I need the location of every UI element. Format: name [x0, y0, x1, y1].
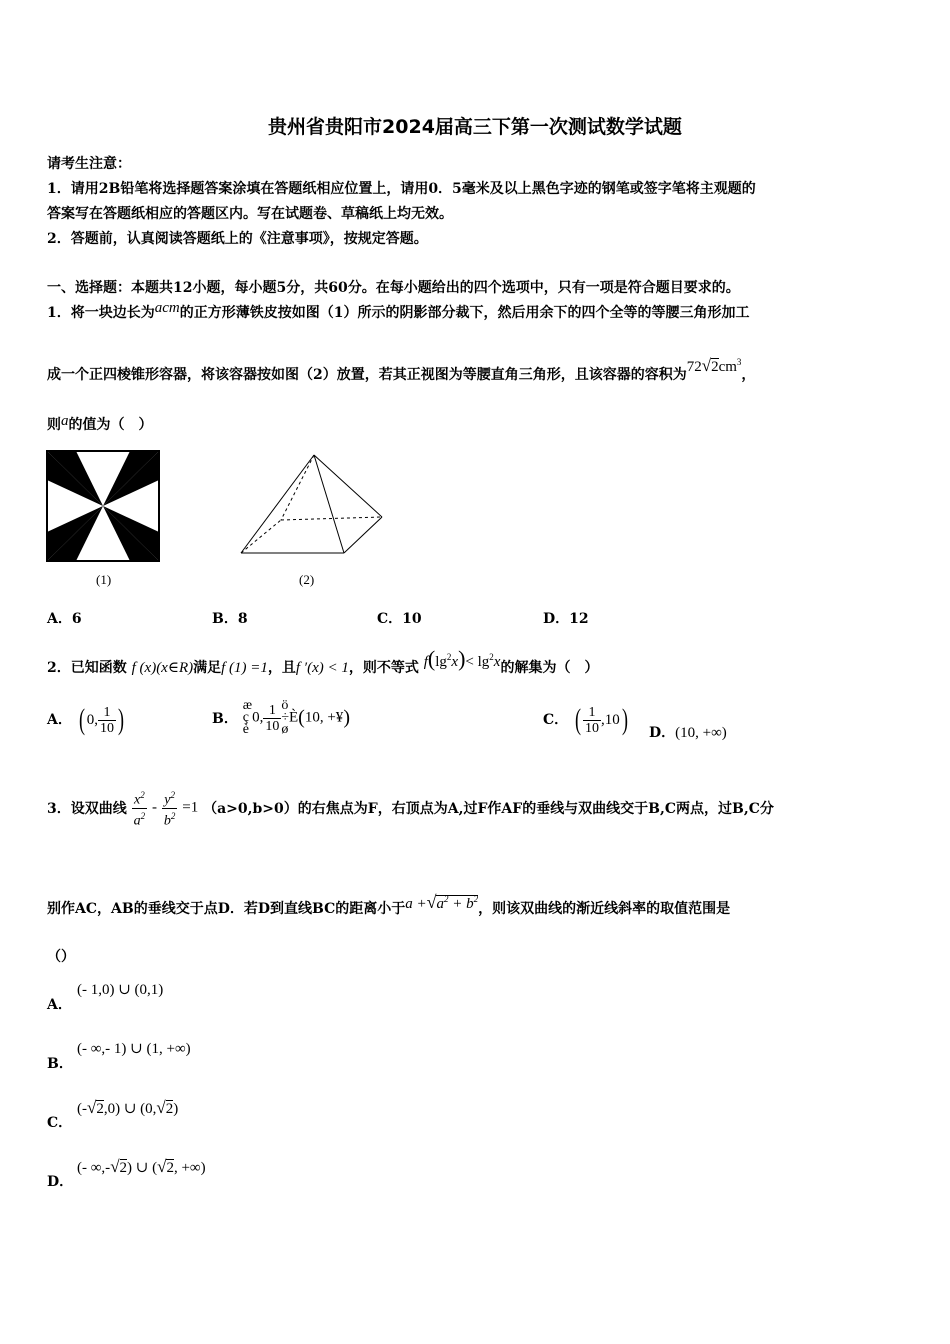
fraction [263, 703, 281, 734]
q2-option-d[interactable] [649, 722, 727, 742]
garbled-char: ÷ [281, 710, 289, 725]
figure-2-caption: (2) [299, 572, 315, 587]
numerator: x [134, 792, 141, 808]
q3-text: 3．设双曲线 [47, 801, 127, 818]
q3-text: 别作AC，AB的垂线交于点D．若D到直线BC的距离小于 [47, 901, 406, 917]
option-value: 0, [86, 712, 98, 728]
notice-heading: 请考生注意： [47, 156, 131, 172]
radicand: 2 [166, 1160, 174, 1176]
option-value: (- ∞,- [77, 1160, 111, 1176]
equals: =1 [182, 799, 199, 816]
option-value: (10, +∞) [675, 725, 727, 741]
ineq-f: f [423, 654, 428, 670]
q2-text: ，且 [267, 660, 296, 676]
paren-left: ( [78, 703, 85, 736]
q3-option-b[interactable]: (- ∞,- 1) ∪ (1, +∞) [77, 1041, 191, 1057]
q1-option-d[interactable]: D．12 [543, 611, 589, 627]
q3-line-2 [47, 892, 731, 918]
exponent: 2 [473, 894, 479, 904]
denominator: 10 [100, 720, 114, 736]
sqrt-symbol: √ [701, 356, 712, 375]
q3-line-1 [47, 788, 774, 828]
denominator: 10 [265, 718, 280, 734]
q1-math-a: a [61, 413, 69, 429]
volume-radicand: 2 [711, 359, 719, 375]
q1-option-a[interactable]: A．6 [47, 611, 82, 627]
q2-math-fprime: f ′(x) < 1 [295, 660, 349, 676]
exponent: 2 [140, 810, 146, 821]
option-value: (- [77, 1101, 87, 1117]
exponent: 2 [140, 790, 145, 800]
q2-option-b[interactable] [212, 700, 350, 736]
q2-option-c[interactable] [543, 703, 630, 737]
numerator: 1 [263, 703, 281, 719]
garbled-char: è [242, 722, 249, 737]
radicand: 2 [165, 1101, 174, 1117]
q3-text: （a>0,b>0）的右焦点为F，右顶点为A,过F作AF的垂线与双曲线交于B,C两点，过B,C分 [203, 801, 774, 818]
figure-1-caption: (1) [96, 572, 112, 587]
ineq-sup: 2 [446, 652, 452, 662]
q3-option-a[interactable]: (- 1,0) ∪ (0,1) [77, 982, 164, 998]
fraction [583, 705, 601, 736]
option-value: 0, [252, 709, 264, 726]
garbled-char: ö [281, 698, 289, 713]
option-value: 10, +¥ [304, 709, 344, 726]
ineq-lg2: < lg [465, 654, 490, 670]
q3-option-d[interactable] [77, 1157, 206, 1177]
paren-left: ( [575, 703, 582, 736]
notice-line-3: 2．答题前，认真阅读答题纸上的《注意事项》，按规定答题。 [47, 231, 428, 247]
math-a: a + [405, 896, 427, 912]
q2-text: ，则不等式 [348, 660, 419, 676]
radicand: 2 [96, 1101, 104, 1117]
q3-line-3: （） [47, 949, 75, 965]
notice-line-2: 答案写在答题纸相应的答题区内。写在试题卷、草稿纸上均无效。 [47, 206, 453, 222]
option-value: ) ∪ ( [127, 1160, 158, 1176]
option-value: ,0) ∪ (0, [103, 1101, 157, 1117]
exponent: 2 [170, 790, 175, 800]
sqrt-symbol: √ [426, 892, 437, 912]
sqrt-symbol: √ [157, 1157, 167, 1176]
exponent: 2 [443, 894, 449, 904]
paren-left: ( [298, 706, 305, 729]
garbled-char: æ [242, 698, 253, 713]
q2-stem [47, 646, 599, 678]
exponent: 2 [170, 810, 176, 821]
garbled-bracket-right [281, 700, 289, 736]
q3-option-c[interactable] [77, 1098, 178, 1118]
q1-text: 的正方形薄铁皮按如图（1）所示的阴影部分裁下，然后用余下的四个全等的等腰三角形加工 [179, 305, 750, 321]
option-value: , +∞) [173, 1160, 206, 1176]
option-label: B． [212, 711, 238, 727]
paren-right: ) [458, 646, 466, 671]
section-heading: 一、选择题：本题共12小题，每小题5分，共60分。在每小题给出的四个选项中，只有一项是符合题目要求的。 [47, 280, 740, 296]
paren-right: ) [343, 706, 350, 729]
paren-right: ) [621, 703, 628, 736]
paren-right: ) [118, 703, 124, 736]
denominator: b [163, 813, 171, 829]
numerator: 1 [98, 705, 116, 721]
q2-math-f: f (x)(x∈R) [131, 660, 194, 676]
numerator: 1 [583, 705, 601, 721]
q3-option-d-label[interactable]: D． [47, 1174, 74, 1190]
q2-option-a[interactable] [47, 703, 126, 737]
q1-text: ， [741, 367, 756, 383]
page-title: 贵州省贵阳市2024届高三下第一次测试数学试题 [268, 116, 682, 138]
q1-option-c[interactable]: C．10 [377, 611, 422, 627]
q2-math-f1: f (1) =1 [221, 660, 268, 676]
figure-2-pyramid [236, 450, 388, 560]
q1-line-1 [47, 302, 750, 322]
notice-line-1: 1．请用2B铅笔将选择题答案涂填在答题纸相应位置上，请用0．5毫米及以上黑色字迹的钢笔或签字笔将主观题的 [47, 181, 756, 197]
q3-text: ，则该双曲线的渐近线斜率的取值范围是 [478, 901, 731, 917]
garbled-char: ç [242, 710, 249, 725]
sqrt-symbol: √ [87, 1098, 97, 1117]
q1-line-3 [47, 414, 153, 434]
fraction-x [132, 788, 148, 828]
q1-line-2 [47, 356, 756, 384]
option-label: D． [649, 725, 676, 741]
figure-1-square [46, 450, 162, 563]
volume-coef: 72 [686, 359, 702, 375]
radicand: + b [448, 896, 474, 912]
garbled-bracket-left [243, 700, 252, 736]
sqrt-symbol: √ [156, 1098, 166, 1117]
option-value: ) [173, 1101, 179, 1117]
minus-sign: - [152, 799, 157, 816]
option-label: A． [47, 712, 72, 728]
denominator: 10 [585, 720, 600, 736]
option-label: C． [543, 712, 569, 728]
radicand: a [436, 896, 444, 912]
q3-option-b-label[interactable]: B． [47, 1056, 73, 1072]
q1-math-acm: acm [154, 300, 180, 316]
q3-math-distance [405, 892, 479, 912]
numerator: y [164, 792, 171, 808]
volume-unit: cm [718, 359, 737, 375]
ineq-lg: lg [435, 654, 447, 670]
paren-left: ( [427, 646, 436, 671]
denominator: a [133, 813, 141, 829]
ineq-x2: x [493, 654, 501, 670]
q3-option-c-label[interactable]: C． [47, 1115, 73, 1131]
q2-text: 满足 [193, 660, 222, 676]
q1-text: 的值为（ ） [68, 417, 153, 433]
q2-text: 的解集为（ ） [500, 660, 599, 676]
q2-text: 2．已知函数 [47, 660, 127, 676]
ineq-sup2: 2 [489, 652, 494, 662]
option-value: ,10 [601, 712, 620, 728]
q1-text: 则 [47, 417, 61, 433]
q3-option-a-label[interactable]: A． [47, 997, 72, 1013]
volume-unit-exp: 3 [736, 357, 742, 367]
radicand: 2 [119, 1160, 128, 1176]
garbled-char: ø [281, 722, 289, 737]
fraction [98, 705, 116, 736]
fraction-y [162, 788, 178, 828]
ineq-x: x [451, 654, 459, 670]
q1-text: 成一个正四棱锥形容器，将该容器按如图（2）放置，若其正视图为等腰直角三角形，且该容器的容积为 [47, 367, 687, 383]
q2-math-inequality [423, 646, 501, 671]
garbled-char: È [289, 709, 299, 726]
q1-text: 1．将一块边长为 [47, 305, 155, 321]
q1-math-volume [686, 356, 742, 375]
q1-option-b[interactable]: B．8 [212, 611, 248, 627]
sqrt-symbol: √ [110, 1157, 120, 1176]
